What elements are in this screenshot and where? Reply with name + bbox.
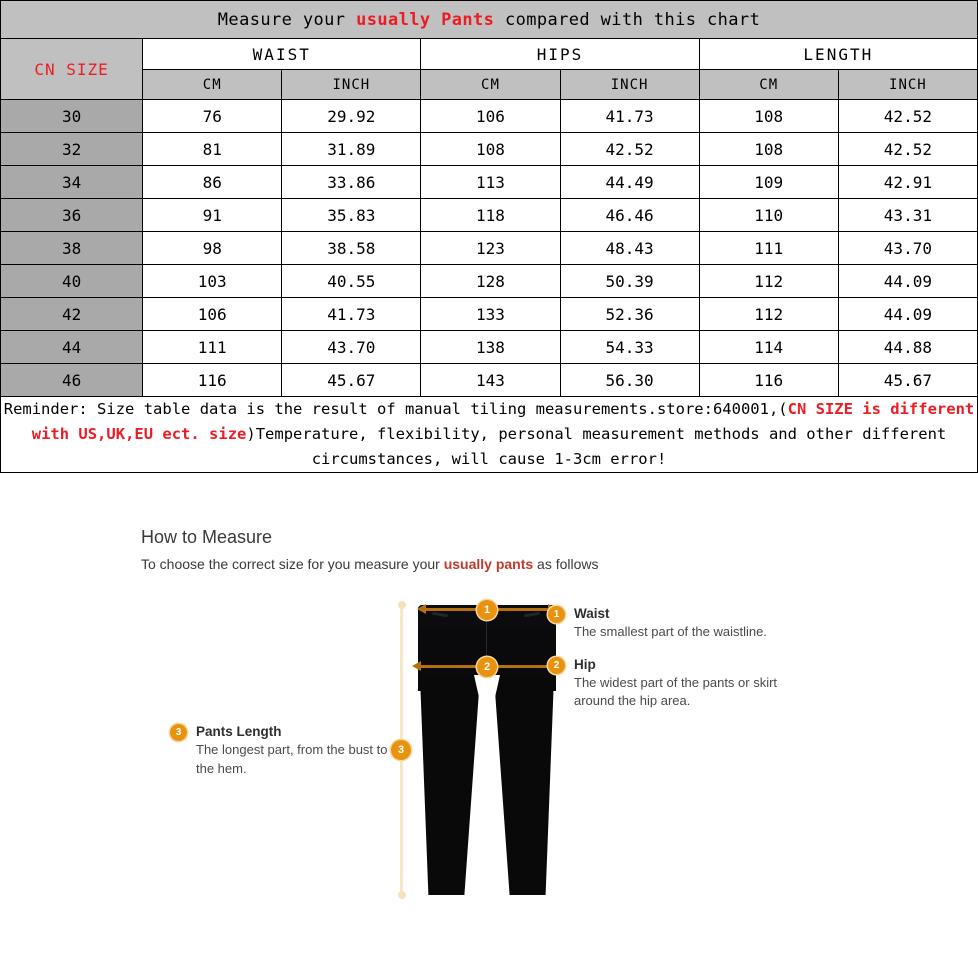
cell-length-cm: 111 <box>699 232 838 265</box>
legend-waist-description: The smallest part of the waistline. <box>574 624 767 639</box>
cell-hips-cm: 128 <box>421 265 560 298</box>
cell-waist-inch: 29.92 <box>282 100 421 133</box>
cell-hips-inch: 54.33 <box>560 331 699 364</box>
cell-hips-inch: 48.43 <box>560 232 699 265</box>
pants-illustration <box>418 605 556 895</box>
legend-hip-badge: 2 <box>548 657 565 674</box>
length-line-top-cap-icon <box>398 601 406 609</box>
table-row <box>1 133 978 166</box>
cell-length-cm: 109 <box>699 166 838 199</box>
legend-waist-title: Waist <box>574 606 610 621</box>
column-header-waist-cm: CM <box>143 70 282 100</box>
table-row <box>1 265 978 298</box>
how-to-measure-section <box>0 473 978 965</box>
cell-hips-cm: 143 <box>421 364 560 397</box>
column-header-length-inch: INCH <box>838 70 977 100</box>
hip-marker-badge: 2 <box>477 657 497 677</box>
column-header-waist-inch: INCH <box>282 70 421 100</box>
measurement-diagram <box>0 583 978 965</box>
cell-waist-cm: 111 <box>143 331 282 364</box>
column-header-length-cm: CM <box>699 70 838 100</box>
cell-length-inch: 44.09 <box>838 265 977 298</box>
size-chart-table-container <box>0 0 978 473</box>
cell-size: 30 <box>1 100 143 133</box>
banner-highlight-text: usually Pants <box>356 9 495 30</box>
cell-waist-cm: 86 <box>143 166 282 199</box>
cell-hips-inch: 46.46 <box>560 199 699 232</box>
banner-pre-text: Measure your <box>217 9 357 30</box>
pants-leg-gap <box>476 723 498 895</box>
cell-waist-inch: 35.83 <box>282 199 421 232</box>
banner-title <box>1 1 978 39</box>
cell-hips-cm: 138 <box>421 331 560 364</box>
table-row <box>1 199 978 232</box>
cell-size: 36 <box>1 199 143 232</box>
table-row <box>1 298 978 331</box>
length-marker-badge: 3 <box>391 740 411 760</box>
cell-length-cm: 114 <box>699 331 838 364</box>
legend-pants-length-description: The longest part, from the bust to the hem. <box>196 742 388 776</box>
cell-hips-cm: 123 <box>421 232 560 265</box>
cell-length-cm: 108 <box>699 133 838 166</box>
cell-waist-inch: 45.67 <box>282 364 421 397</box>
cell-length-inch: 43.31 <box>838 199 977 232</box>
column-header-hips-cm: CM <box>421 70 560 100</box>
table-group-header-row <box>1 39 978 70</box>
how-to-measure-title: How to Measure <box>141 527 273 547</box>
cell-waist-cm: 116 <box>143 364 282 397</box>
cell-size: 32 <box>1 133 143 166</box>
cell-hips-cm: 133 <box>421 298 560 331</box>
measurement-legend-right <box>548 605 808 725</box>
cell-hips-inch: 44.49 <box>560 166 699 199</box>
cell-waist-inch: 41.73 <box>282 298 421 331</box>
subtitle-highlight-text: usually pants <box>443 556 534 572</box>
cell-hips-cm: 113 <box>421 166 560 199</box>
reminder-note <box>1 397 978 473</box>
cell-waist-cm: 76 <box>143 100 282 133</box>
cell-length-cm: 112 <box>699 298 838 331</box>
cell-hips-inch: 41.73 <box>560 100 699 133</box>
cell-length-cm: 108 <box>699 100 838 133</box>
waist-marker-badge: 1 <box>477 600 497 620</box>
reminder-part2: )Temperature, flexibility, personal measurement methods and other different circumstances, will cause 1-3cm error! <box>246 425 947 468</box>
column-header-hips-inch: INCH <box>560 70 699 100</box>
cell-waist-inch: 38.58 <box>282 232 421 265</box>
reminder-highlight: CN SIZE is different with US,UK,EU ect. size <box>31 400 975 443</box>
cell-length-inch: 44.88 <box>838 331 977 364</box>
cell-size: 44 <box>1 331 143 364</box>
cell-length-inch: 44.09 <box>838 298 977 331</box>
subtitle-post-text: as follows <box>533 556 599 572</box>
cell-size: 34 <box>1 166 143 199</box>
cell-hips-inch: 50.39 <box>560 265 699 298</box>
legend-hip-description: The widest part of the pants or skirt around the hip area. <box>574 674 778 708</box>
cell-hips-inch: 42.52 <box>560 133 699 166</box>
pants-left-leg <box>420 677 480 895</box>
cell-waist-inch: 43.70 <box>282 331 421 364</box>
cell-hips-inch: 56.30 <box>560 364 699 397</box>
table-banner-row <box>1 1 978 39</box>
column-group-waist: WAIST <box>143 39 421 70</box>
cell-length-inch: 42.52 <box>838 100 977 133</box>
column-header-cn-size: CN SIZE <box>1 39 143 100</box>
cell-size: 42 <box>1 298 143 331</box>
cell-length-cm: 112 <box>699 265 838 298</box>
reminder-part1: Reminder: Size table data is the result of manual tiling measurements.store:640001,( <box>3 400 788 418</box>
banner-post-text: compared with this chart <box>494 9 761 30</box>
measurement-legend-left <box>170 723 400 792</box>
table-row <box>1 364 978 397</box>
legend-item-hip <box>548 656 808 711</box>
size-chart-table <box>0 0 978 473</box>
table-row <box>1 232 978 265</box>
table-note-row <box>1 397 978 473</box>
how-to-measure-subtitle <box>141 556 599 572</box>
legend-waist-badge: 1 <box>548 606 565 623</box>
cell-length-inch: 42.52 <box>838 133 977 166</box>
legend-pants-length-badge: 3 <box>170 724 187 741</box>
legend-item-waist <box>548 605 808 642</box>
cell-length-inch: 42.91 <box>838 166 977 199</box>
column-group-hips: HIPS <box>421 39 699 70</box>
cell-length-cm: 110 <box>699 199 838 232</box>
cell-hips-cm: 106 <box>421 100 560 133</box>
table-sub-header-row <box>1 70 978 100</box>
cell-hips-inch: 52.36 <box>560 298 699 331</box>
cell-hips-cm: 108 <box>421 133 560 166</box>
legend-pants-length-title: Pants Length <box>196 724 282 739</box>
cell-length-cm: 116 <box>699 364 838 397</box>
cell-length-inch: 45.67 <box>838 364 977 397</box>
table-row <box>1 166 978 199</box>
cell-waist-inch: 31.89 <box>282 133 421 166</box>
table-row <box>1 331 978 364</box>
cell-length-inch: 43.70 <box>838 232 977 265</box>
column-group-length: LENGTH <box>699 39 977 70</box>
cell-waist-cm: 91 <box>143 199 282 232</box>
cell-waist-inch: 40.55 <box>282 265 421 298</box>
table-row <box>1 100 978 133</box>
cell-size: 40 <box>1 265 143 298</box>
subtitle-pre-text: To choose the correct size for you measure your <box>141 556 444 572</box>
cell-waist-cm: 106 <box>143 298 282 331</box>
legend-hip-title: Hip <box>574 656 596 672</box>
cell-size: 38 <box>1 232 143 265</box>
cell-waist-inch: 33.86 <box>282 166 421 199</box>
cell-waist-cm: 81 <box>143 133 282 166</box>
cell-size: 46 <box>1 364 143 397</box>
cell-hips-cm: 118 <box>421 199 560 232</box>
cell-waist-cm: 98 <box>143 232 282 265</box>
cell-waist-cm: 103 <box>143 265 282 298</box>
length-line-bottom-cap-icon <box>398 891 406 899</box>
legend-item-pants-length <box>170 723 400 778</box>
pants-right-leg <box>494 677 554 895</box>
